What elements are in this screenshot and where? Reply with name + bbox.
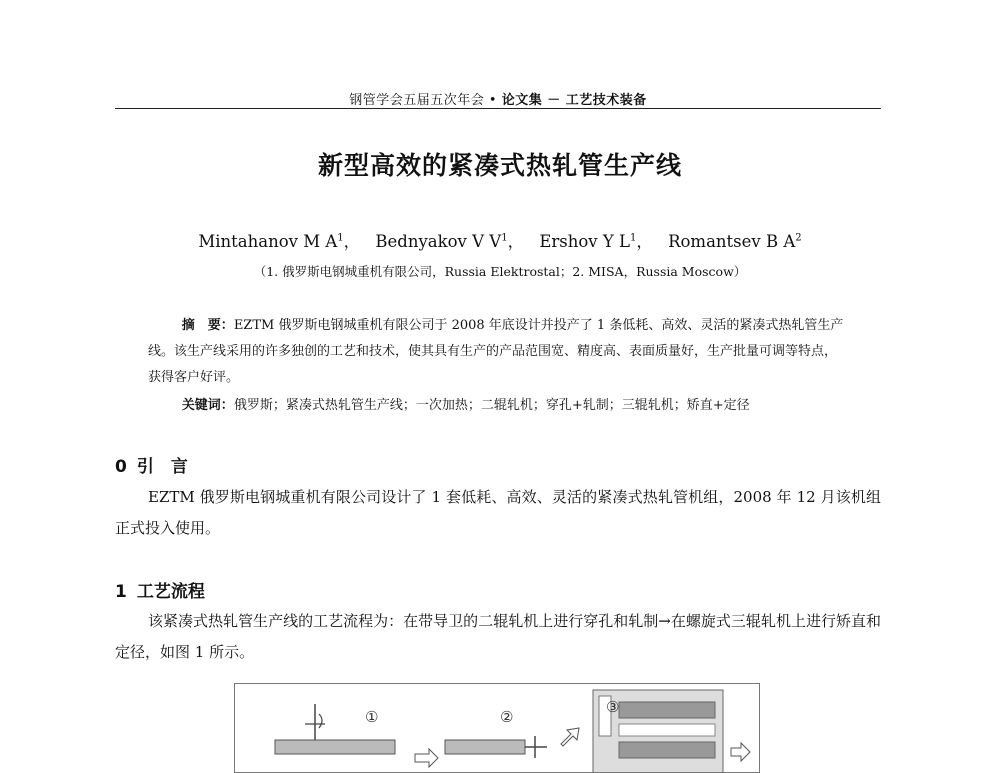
lower-roll <box>619 742 715 758</box>
author-name: Mintahanov M A <box>198 232 338 251</box>
tube-in-mill <box>619 724 715 736</box>
flow-arrow-diagonal-icon <box>561 728 579 746</box>
running-head-section: 论文集 － 工艺技术装备 <box>501 93 647 108</box>
author-affil-mark: 1 <box>501 232 508 244</box>
flow-arrow-icon <box>415 749 438 767</box>
author-separator: ， <box>636 232 653 251</box>
section-title: 引 言 <box>136 457 188 477</box>
author <box>539 232 653 251</box>
section-heading-1 <box>115 577 205 602</box>
running-head <box>115 89 881 108</box>
author-affil-mark: 2 <box>795 232 802 244</box>
section-heading-0 <box>115 452 188 477</box>
section-title: 工艺流程 <box>136 582 205 602</box>
author-name: Romantsev B A <box>668 232 796 251</box>
author-name: Ershov Y L <box>539 232 630 251</box>
header-rule <box>115 108 881 109</box>
author-separator: ， <box>343 232 361 251</box>
upper-roll <box>619 702 715 718</box>
author <box>668 232 802 251</box>
paper-title: 新型高效的紧凑式热轧管生产线 <box>317 151 682 180</box>
author <box>198 232 360 251</box>
keywords <box>148 393 848 419</box>
process-diagram-svg <box>235 684 760 773</box>
section-number: 0 <box>115 457 127 477</box>
author-name: Bednyakov V V <box>375 232 502 251</box>
section-0-paragraph: EZTM 俄罗斯电钢城重机有限公司设计了 1 套低耗、高效、灵活的紧凑式热轧管机组，2008 年 12 月该机组正式投入使用。 <box>115 488 881 537</box>
stage-label-1: ① <box>365 708 379 726</box>
figure-1-process-diagram <box>234 683 760 773</box>
author <box>375 232 524 251</box>
author-separator: ， <box>507 232 525 251</box>
flow-arrow-out-icon <box>731 743 750 761</box>
running-head-prefix: 钢管学会五届五次年会 • <box>349 93 498 108</box>
abstract-text: EZTM 俄罗斯电钢城重机有限公司于 2008 年底设计并投产了 1 条低耗、高效、灵活的紧凑式热轧管生产线。该生产线采用的许多独创的工艺和技术，使其具有生产的产品范围宽、精度高、表面质量好，生产批量可调等特点，获得客户好评。 <box>148 318 844 385</box>
stage-label-2: ② <box>500 708 514 726</box>
author-affil-mark: 1 <box>337 232 344 244</box>
roll-arc <box>319 714 322 728</box>
author-list <box>0 228 1000 252</box>
section-number: 1 <box>115 582 127 602</box>
keywords-text: 俄罗斯；紧凑式热轧管生产线；一次加热；二辊轧机；穿孔+轧制；三辊轧机；矫直+定径 <box>233 398 750 413</box>
section-1-paragraph: 该紧凑式热轧管生产线的工艺流程为：在带导卫的二辊轧机上进行穿孔和轧制→在螺旋式三辊轧机上进行矫直和定径，如图 1 所示。 <box>115 612 881 661</box>
keywords-label: 关键词： <box>181 398 234 413</box>
affiliation: （1. 俄罗斯电钢城重机有限公司，Russia Elektrostal；2. MISA，Russia Moscow） <box>253 264 747 279</box>
abstract-label: 摘 要： <box>181 318 234 333</box>
abstract <box>148 313 848 391</box>
stage-label-3: ③ <box>606 698 620 716</box>
tube-shape <box>445 740 525 754</box>
billet-shape <box>275 740 395 754</box>
author-affil-mark: 1 <box>629 232 637 244</box>
